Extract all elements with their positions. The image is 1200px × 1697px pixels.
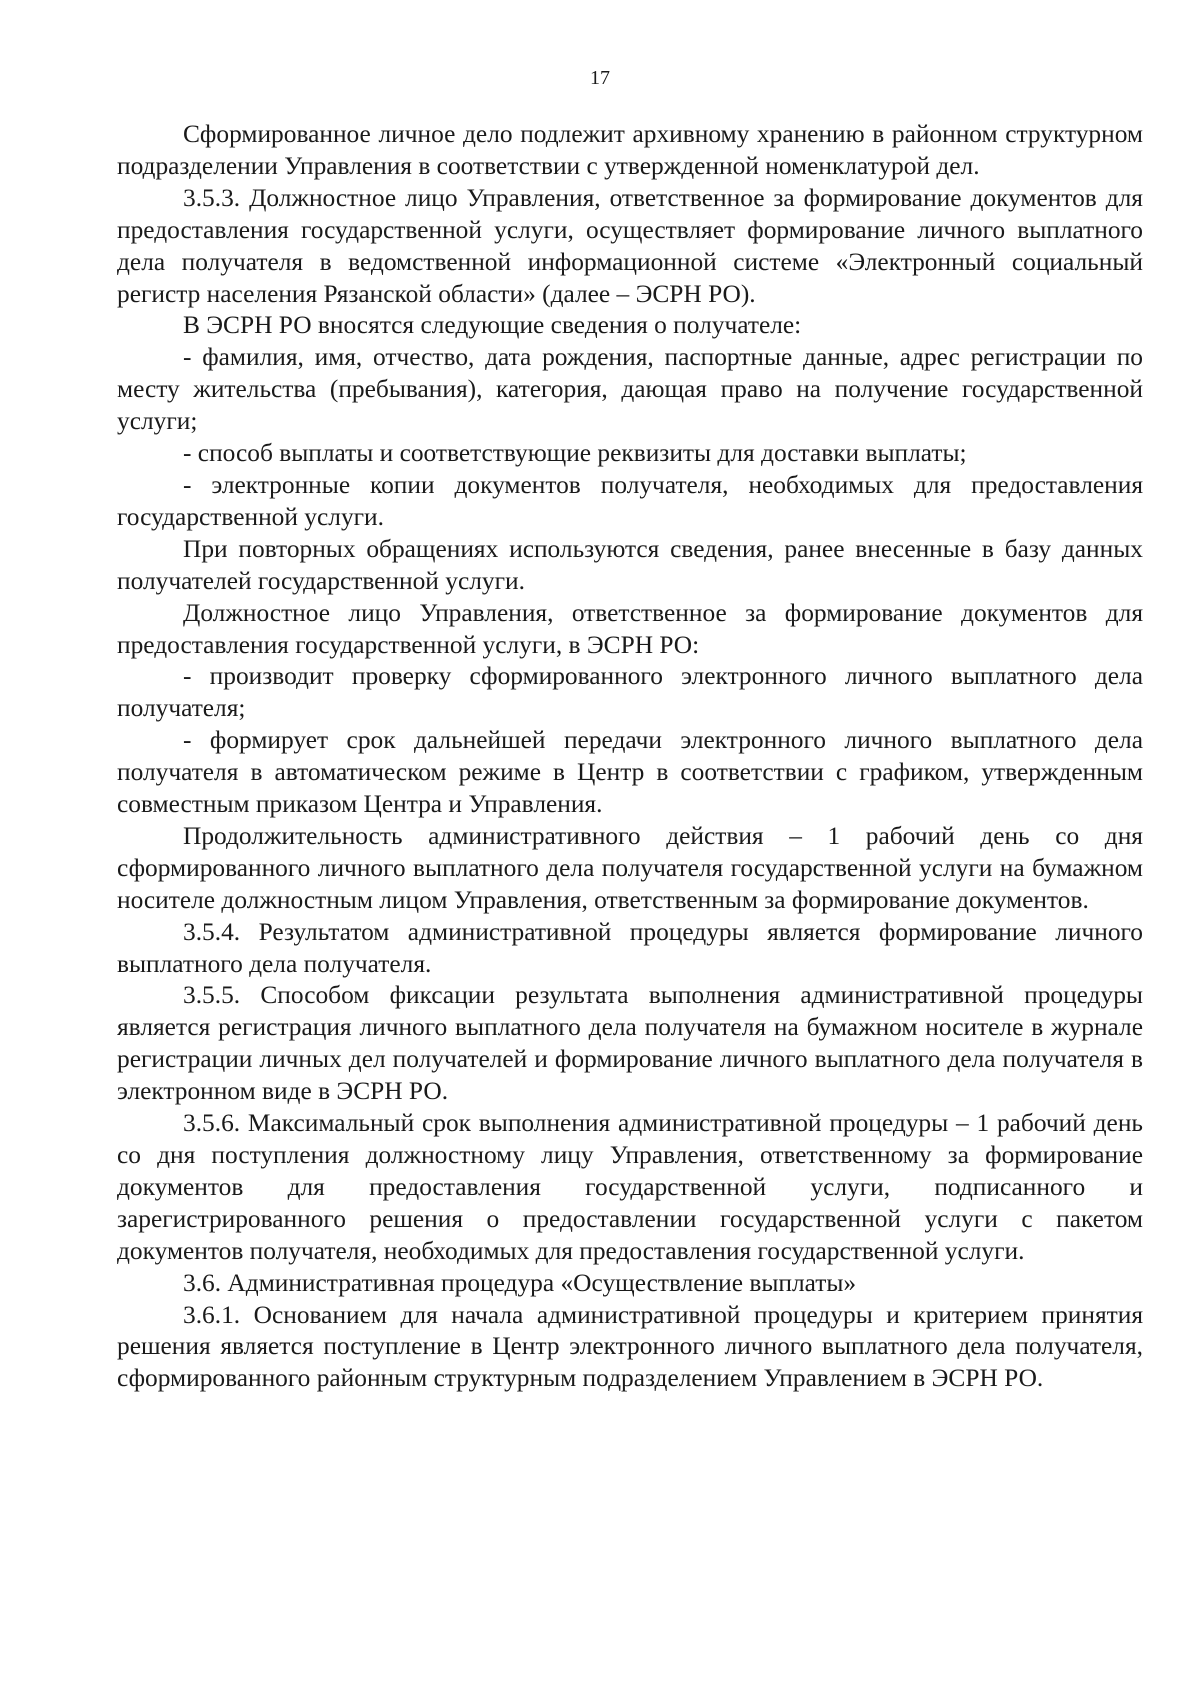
paragraph-official-duties-intro: Должностное лицо Управления, ответственное за формирование документов для предоставления государственной услуги, в ЭСРН РО: <box>117 598 1143 659</box>
list-item-payment-method: - способ выплаты и соответствующие реквизиты для доставки выплаты; <box>183 439 967 468</box>
paragraph-3-5-5: 3.5.5. Способом фиксации результата выполнения административной процедуры является регистрация личного выплатного дела получателя на бумажном носителе в журнале регистрации личных дел получателей и формирование личного выплатного дела получателя в электронном виде в ЭСРН РО. <box>117 981 1143 1106</box>
list-item-verification: - производит проверку сформированного электронного личного выплатного дела получателя; <box>117 662 1143 723</box>
paragraph-3-6-1: 3.6.1. Основанием для начала административной процедуры и критерием принятия решения является поступление в Центр электронного личного выплатного дела получателя, сформированного районным структурным подразделением Управлением в ЭСРН РО. <box>117 1300 1143 1393</box>
list-item-personal-data: - фамилия, имя, отчество, дата рождения, паспортные данные, адрес регистрации по месту жительства (пребывания), категория, дающая право на получение государственной услуги; <box>117 343 1143 436</box>
paragraph-3-5-4: 3.5.4. Результатом административной процедуры является формирование личного выплатного дела получателя. <box>117 917 1143 978</box>
paragraph-esrn-info-intro: В ЭСРН РО вносятся следующие сведения о получателе: <box>183 311 802 340</box>
paragraph-3-5-6: 3.5.6. Максимальный срок выполнения административной процедуры – 1 рабочий день со дня поступления должностному лицу Управления, ответственному за формирование документов для предоставления государственной услуги, подписанного и зарегистрированного решения о предоставлении государственной услуги с пакетом документов получателя, необходимых для предоставления государственной услуги. <box>117 1109 1143 1265</box>
paragraph-3-5-3: 3.5.3. Должностное лицо Управления, ответственное за формирование документов для предоставления государственной услуги, осуществляет формирование личного выплатного дела получателя в ведомственной информационной системе «Электронный социальный регистр населения Рязанской области» (далее – ЭСРН РО). <box>117 183 1143 308</box>
page-number: 17 <box>590 67 610 89</box>
paragraph-archive-storage: Сформированное личное дело подлежит архивному хранению в районном структурном подразделении Управления в соответствии с утвержденной номенклатурой дел. <box>117 120 1143 180</box>
paragraph-action-duration: Продолжительность административного действия – 1 рабочий день со дня сформированного личного выплатного дела получателя государственной услуги на бумажном носителе должностным лицом Управления, ответственным за формирование документов. <box>117 821 1143 914</box>
list-item-electronic-copies: - электронные копии документов получателя, необходимых для предоставления государственной услуги. <box>117 470 1143 531</box>
section-heading-3-6: 3.6. Административная процедура «Осуществление выплаты» <box>183 1268 857 1297</box>
document-body <box>117 119 1143 1395</box>
paragraph-repeat-requests: При повторных обращениях используются сведения, ранее внесенные в базу данных получателей государственной услуги. <box>117 534 1143 595</box>
list-item-transfer-schedule: - формирует срок дальнейшей передачи электронного личного выплатного дела получателя в автоматическом режиме в Центр в соответствии с графиком, утвержденным совместным приказом Центра и Управления. <box>117 726 1143 819</box>
